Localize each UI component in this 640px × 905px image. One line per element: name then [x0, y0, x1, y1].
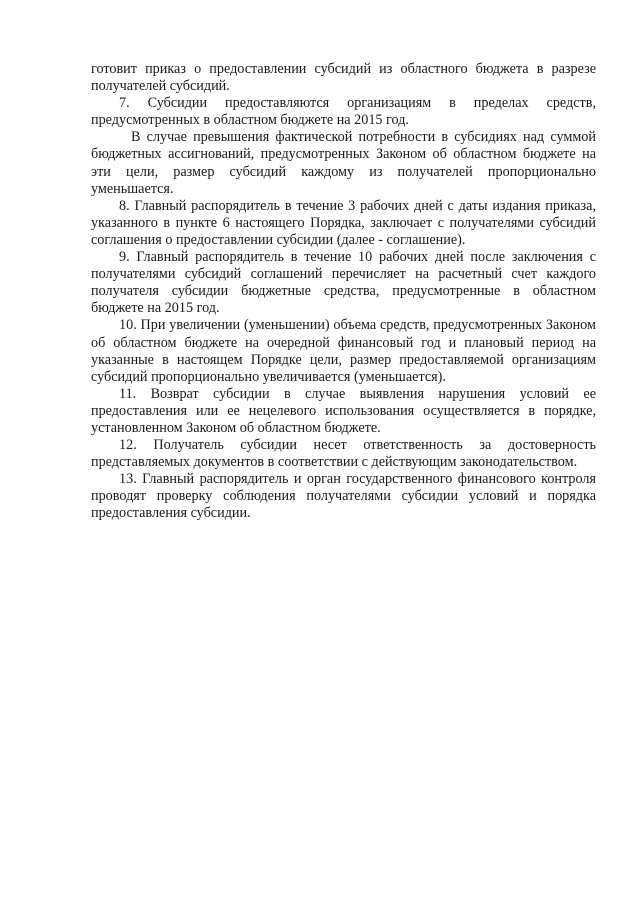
- paragraph-item-9: 9. Главный распорядитель в течение 10 рабочих дней после заключения с получателями субсидий соглашений перечисляет на расчетный счет каждого получателя субсидии бюджетные средства, предусмотренные в областном бюджете на 2015 год.: [91, 249, 596, 317]
- paragraph-item-8: 8. Главный распорядитель в течение 3 рабочих дней с даты издания приказа, указанного в пункте 6 настоящего Порядка, заключает с получателями субсидий соглашения о предоставлении субсидии (далее - соглашение).: [91, 197, 596, 248]
- document-body: [91, 61, 596, 523]
- paragraph-item-13: 13. Главный распорядитель и орган государственного финансового контроля проводят проверку соблюдения получателями субсидии условий и порядка предоставления субсидии.: [91, 471, 596, 522]
- paragraph-item-11: 11. Возврат субсидии в случае выявления нарушения условий ее предоставления или ее нецелевого использования осуществляется в порядке, установленном Законом об областном бюджете.: [91, 385, 596, 436]
- paragraph-item-10: 10. При увеличении (уменьшении) объема средств, предусмотренных Законом об областном бюджете на очередной финансовый год и плановый период на указанные в настоящем Порядке цели, размер предоставляемой организациям субсидий пропорционально увеличивается (уменьшается).: [91, 317, 596, 385]
- paragraph-continuation: готовит приказ о предоставлении субсидий из областного бюджета в разрезе получателей субсидий.: [91, 61, 596, 95]
- paragraph-item-12: 12. Получатель субсидии несет ответственность за достоверность представляемых документов в соответствии с действующим законодательством.: [91, 437, 596, 471]
- paragraph-item-7: 7. Субсидии предоставляются организациям в пределах средств, предусмотренных в областном бюджете на 2015 год.: [91, 95, 596, 129]
- paragraph-item-7-excess: В случае превышения фактической потребности в субсидиях над суммой бюджетных ассигнований, предусмотренных Законом об областном бюджете на эти цели, размер субсидий каждому из получателей пропорционально уменьшается.: [91, 129, 596, 197]
